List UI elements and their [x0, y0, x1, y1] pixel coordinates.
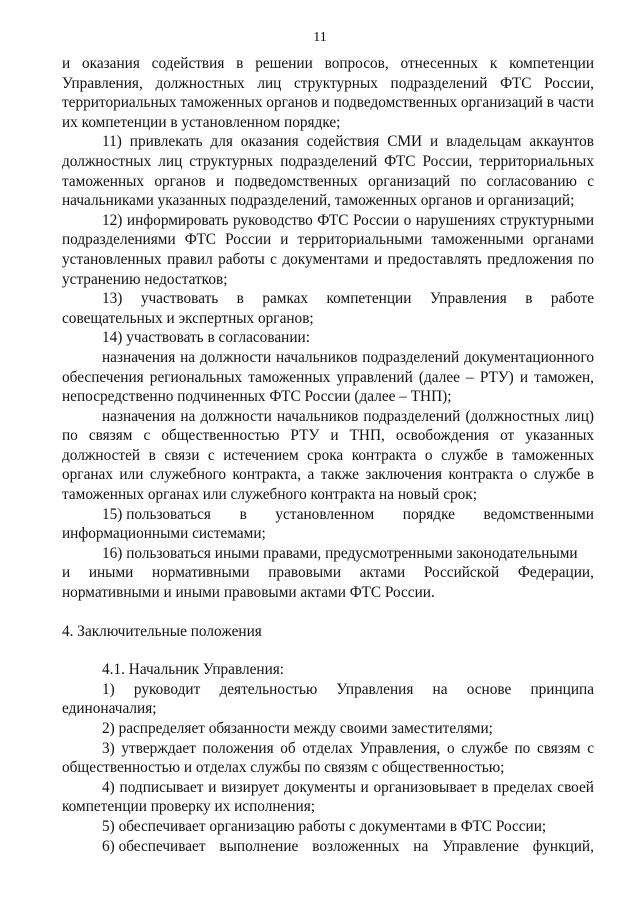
item-6-word: на: [413, 837, 429, 855]
paragraph-4-1: 4.1. Начальник Управления:: [102, 661, 285, 679]
item-16-word: правовыми: [268, 564, 342, 582]
item-6-word: выполнение: [219, 837, 299, 855]
paragraph-item-14-sub-2: назначения на должности начальников подразделений (должностных лиц) по связям с общественностью РТУ и ТНП, освобождения от указанных должностей в связи с истечением срока контракта о службе в таможенных органах или служебного контракта, а также заключения контракта о службе в таможенных органах или служебного контракта на новый срок;: [62, 407, 594, 504]
item-15-word: 15) пользоваться: [102, 505, 211, 523]
item-16-word: Федерации,: [517, 564, 594, 582]
paragraph-4-1-item-5: 5) обеспечивает организацию работы с документами в ФТС России;: [102, 817, 547, 835]
paragraph-item-12: 12) информировать руководство ФТС России о нарушениях структурными подразделениями ФТС России и территориальными таможенными органами установленных правил работы с документами и предоставлять предложения по устранению недостатков;: [62, 211, 594, 288]
item-16-word: и: [62, 564, 71, 582]
item-15-rest: информационными системами;: [62, 525, 266, 543]
item-15-word: порядке: [402, 505, 455, 523]
paragraph-4-1-item-4: 4) подписывает и визирует документы и организовывает в пределах своей компетенции проверку их исполнения;: [62, 778, 594, 816]
paragraph-item-13: 13) участвовать в рамках компетенции Управления в работе совещательных и экспертных органов;: [62, 290, 594, 327]
item-15-word: установленном: [275, 505, 375, 523]
item-16-word: иными: [88, 564, 134, 582]
paragraph-continuation: и оказания содействия в решении вопросов, отнесенных к компетенции Управления, должностных лиц структурных подразделений ФТС России, территориальных таможенных органов и подведомственных организаций в части их компетенции в установленном порядке;: [62, 55, 594, 131]
item-16-word: нормативными: [151, 564, 250, 582]
paragraph-item-16: [62, 544, 594, 603]
item-16-spread-line: [62, 563, 594, 583]
paragraph-item-14: 14) участвовать в согласовании:: [102, 329, 310, 347]
page-number: 11: [313, 30, 327, 45]
paragraph-item-11: 11) привлекать для оказания содействия СМИ и владельцам аккаунтов должностных лиц структурных подразделений ФТС России, территориальных таможенных органов и подведомственных организаций по согласованию с начальниками указанных подразделений, таможенных органов и организаций;: [62, 133, 594, 210]
item-15-word: в: [239, 505, 247, 523]
item-16-word: Российской: [423, 564, 500, 582]
item-6-word: Управление: [442, 837, 519, 855]
item-6-word: функций,: [532, 837, 594, 855]
item-6-word: 6) обеспечивает: [102, 837, 206, 855]
document-body: [62, 54, 594, 856]
paragraph-4-1-item-1: 1) руководит деятельностью Управления на основе принципа единоначалия;: [62, 680, 594, 718]
item-15-spread-line: [62, 505, 594, 525]
paragraph-4-1-item-6: [62, 837, 594, 857]
item-16-line-1: 16) пользоваться иными правами, предусмотренными законодательными: [102, 544, 578, 562]
item-15-word: ведомственными: [483, 505, 594, 523]
item-16-rest: нормативными и иными правовыми актами ФТС России.: [62, 584, 435, 602]
item-16-word: актами: [359, 564, 406, 582]
section-4-heading: 4. Заключительные положения: [62, 622, 262, 640]
paragraph-4-1-item-3: 3) утверждает положения об отделах Управления, о службе по связям с общественностью и отделах службы по связям с общественностью;: [62, 739, 594, 777]
paragraph-item-15: [62, 505, 594, 544]
paragraph-4-1-item-2: 2) распределяет обязанности между своими заместителями;: [102, 720, 493, 737]
paragraph-item-14-sub-1: назначения на должности начальников подразделений документационного обеспечения региональных таможенных управлений (далее – РТУ) и таможен, непосредственно подчиненных ФТС России (далее – ТНП);: [62, 348, 594, 406]
item-6-word: возложенных: [312, 837, 400, 855]
